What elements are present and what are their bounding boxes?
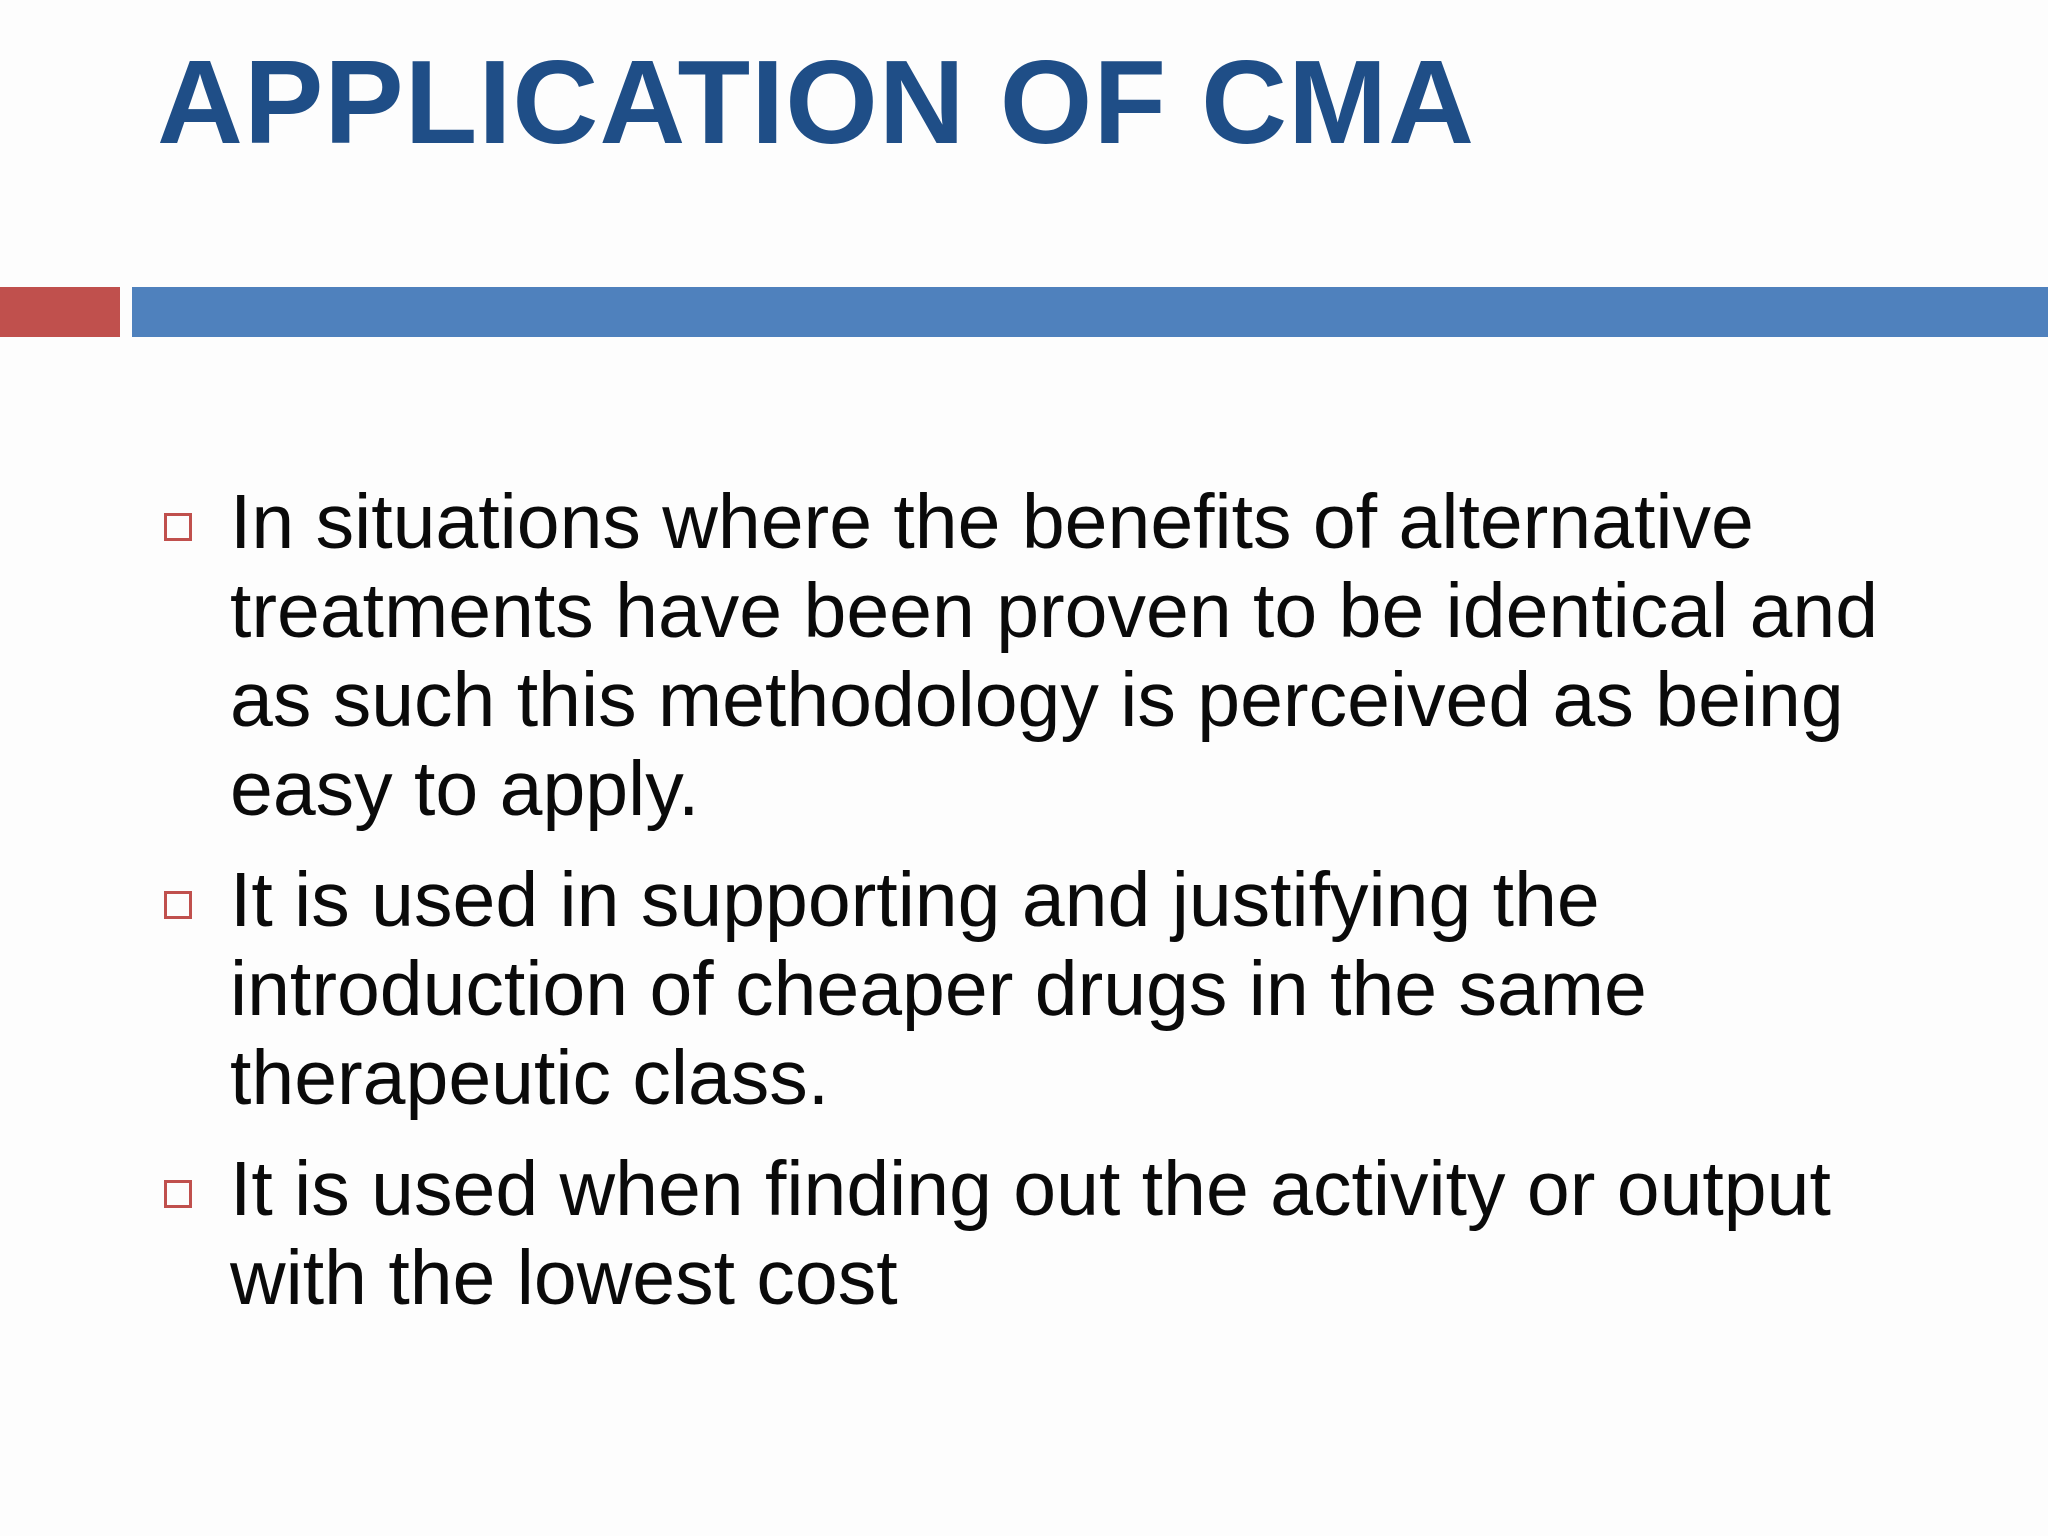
hollow-square-icon — [164, 513, 192, 541]
bullet-item — [157, 478, 1977, 834]
hollow-square-icon — [164, 1180, 192, 1208]
bullet-item — [157, 1145, 1977, 1323]
title-accent-bar — [0, 287, 120, 337]
hollow-square-icon — [164, 891, 192, 919]
bullet-item — [157, 856, 1977, 1123]
title-divider-bar — [132, 287, 2048, 337]
bullet-text: It is used in supporting and justifying the introduction of cheaper drugs in the same therapeutic class. — [230, 857, 1647, 1121]
bullet-text: In situations where the benefits of alternative treatments have been proven to be identical and as such this methodology is perceived as being easy to apply. — [230, 479, 1879, 832]
slide-title: APPLICATION OF CMA — [157, 36, 1476, 169]
bullet-text: It is used when finding out the activity or output with the lowest cost — [230, 1146, 1831, 1321]
bullet-list — [157, 478, 1977, 1345]
